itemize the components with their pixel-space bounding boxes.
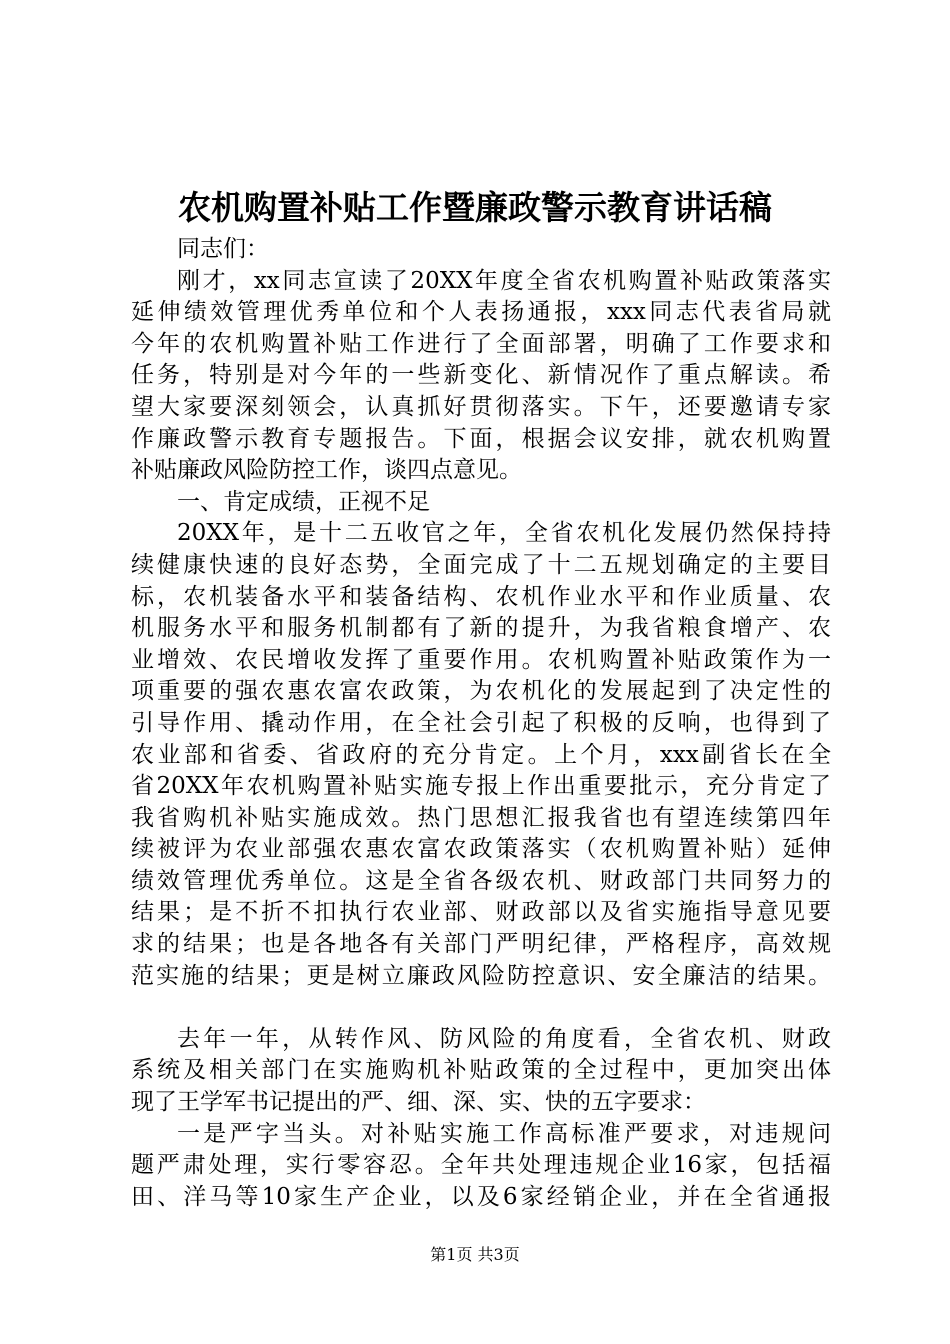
text-line: 延伸绩效管理优秀单位和个人表扬通报，xxx同志代表省局就 [131, 299, 831, 326]
text-line: 业增效、农民增收发挥了重要作用。农机购置补贴政策作为一 [131, 646, 831, 673]
document-title: 农机购置补贴工作暨廉政警示教育讲话稿 [178, 188, 772, 227]
text-line: 省20XX年农机购置补贴实施专报上作出重要批示，充分肯定了 [131, 773, 831, 800]
blank-line [131, 992, 831, 1024]
text-line: 同志们： [177, 236, 269, 262]
text-line: 去年一年，从转作风、防风险的角度看，全省农机、财政 [177, 1025, 831, 1052]
text-line: 作廉政警示教育专题报告。下面，根据会议安排，就农机购置 [131, 425, 831, 452]
text-line: 我省购机补贴实施成效。热门思想汇报我省也有望连续第四年 [131, 804, 831, 831]
text-line: 一是严字当头。对补贴实施工作高标准严要求，对违规问 [177, 1120, 831, 1147]
text-line: 引导作用、撬动作用，在全社会引起了积极的反响，也得到了 [131, 709, 831, 736]
text-line: 20XX年，是十二五收官之年，全省农机化发展仍然保持持 [177, 520, 831, 547]
text-line: 今年的农机购置补贴工作进行了全面部署，明确了工作要求和 [131, 330, 831, 357]
text-line: 任务，特别是对今年的一些新变化、新情况作了重点解读。希 [131, 362, 831, 389]
document-body [131, 234, 831, 1213]
text-line: 农业部和省委、省政府的充分肯定。上个月，xxx副省长在全 [131, 741, 831, 768]
text-line: 标，农机装备水平和装备结构、农机作业水平和作业质量、农 [131, 583, 831, 610]
text-line: 结果；是不折不扣执行农业部、财政部以及省实施指导意见要 [131, 899, 831, 926]
text-line: 机服务水平和服务机制都有了新的提升，为我省粮食增产、农 [131, 615, 831, 642]
text-line: 望大家要深刻领会，认真抓好贯彻落实。下午，还要邀请专家 [131, 393, 831, 420]
text-line: 一、肯定成绩，正视不足 [177, 488, 430, 515]
text-line: 求的结果；也是各地各有关部门严明纪律，严格程序，高效规 [131, 931, 831, 958]
text-line: 绩效管理优秀单位。这是全省各级农机、财政部门共同努力的 [131, 867, 831, 894]
text-line: 项重要的强农惠农富农政策，为农机化的发展起到了决定性的 [131, 678, 831, 705]
text-line: 刚才，xx同志宣读了20XX年度全省农机购置补贴政策落实 [177, 267, 831, 294]
text-line: 现了王学军书记提出的严、细、深、实、快的五字要求： [131, 1089, 706, 1116]
text-line: 补贴廉政风险防控工作，谈四点意见。 [131, 457, 522, 484]
page-footer: 第1页 共3页 [430, 1245, 520, 1264]
text-line: 田、洋马等10家生产企业，以及6家经销企业，并在全省通报 [131, 1183, 831, 1210]
text-line: 范实施的结果；更是树立廉政风险防控意识、安全廉洁的结果。 [131, 962, 831, 989]
text-line: 系统及相关部门在实施购机补贴政策的全过程中，更加突出体 [131, 1057, 831, 1084]
text-line: 续被评为农业部强农惠农富农政策落实（农机购置补贴）延伸 [131, 836, 831, 863]
text-line: 续健康快速的良好态势，全面完成了十二五规划确定的主要目 [131, 551, 831, 578]
text-line: 题严肃处理，实行零容忍。全年共处理违规企业16家，包括福 [131, 1152, 831, 1179]
